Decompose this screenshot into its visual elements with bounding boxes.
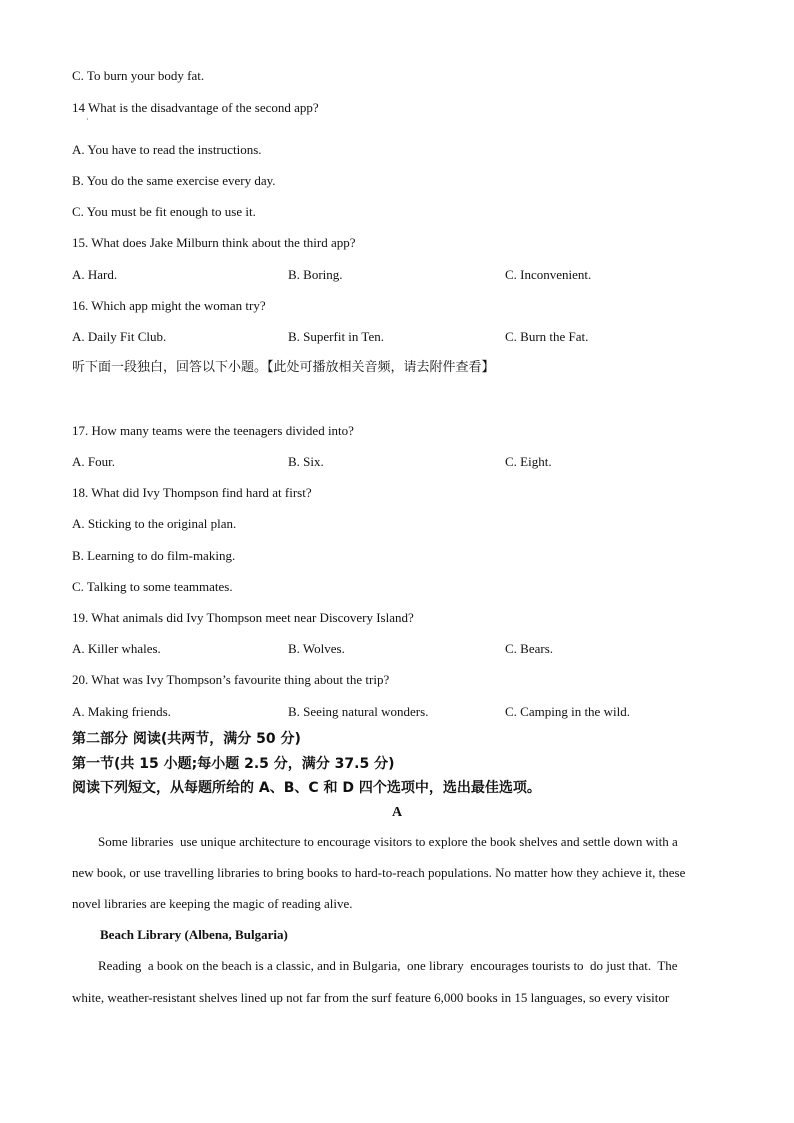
passage-p1-line2: new book, or use travelling libraries to bring books to hard-to-reach populations. No matter how they achieve it, these <box>72 865 686 880</box>
q20-option-b: B. Seeing natural wonders. <box>288 704 429 719</box>
passage-p2-line1: Reading a book on the beach is a classic, and in Bulgaria, one library encourages tourists to do just that. The <box>72 958 678 973</box>
q18-question: 18. What did Ivy Thompson find hard at first? <box>72 485 312 500</box>
q14-option-b: B. You do the same exercise every day. <box>72 173 276 188</box>
passage-p2-line2: white, weather-resistant shelves lined up not far from the surf feature 6,000 books in 15 languages, so every visitor <box>72 990 670 1005</box>
q15-option-c: C. Inconvenient. <box>505 267 592 282</box>
section1-title: 第一节(共 15 小题;每小题 2.5 分，满分 37.5 分) <box>72 756 395 772</box>
q17-option-a: A. Four. <box>72 454 115 469</box>
q18-option-a: A. Sticking to the original plan. <box>72 516 237 531</box>
q15-option-a: A. Hard. <box>72 267 118 282</box>
passage-p1-line1: Some libraries use unique architecture to encourage visitors to explore the book shelves and settle down with a <box>72 834 678 849</box>
q20-option-c: C. Camping in the wild. <box>505 704 630 719</box>
q20-question: 20. What was Ivy Thompson’s favourite thing about the trip? <box>72 672 390 687</box>
q15-question: 15. What does Jake Milburn think about the third app? <box>72 235 356 250</box>
passage-subheading: Beach Library (Albena, Bulgaria) <box>100 927 288 942</box>
q19-option-c: C. Bears. <box>505 641 554 656</box>
q16-option-a: A. Daily Fit Club. <box>72 329 167 344</box>
q14-question: 14 What is the disadvantage of the second app? <box>72 100 319 115</box>
q19-option-b: B. Wolves. <box>288 641 345 656</box>
listening-instruction: 听下面一段独白，回答以下小题。【此处可播放相关音频，请去附件查看】 <box>72 360 495 375</box>
q18-option-b: B. Learning to do film-making. <box>72 548 236 563</box>
q17-question: 17. How many teams were the teenagers divided into? <box>72 423 354 438</box>
q14-mark: · <box>86 115 89 124</box>
q17-option-b: B. Six. <box>288 454 324 469</box>
q19-question: 19. What animals did Ivy Thompson meet near Discovery Island? <box>72 610 414 625</box>
q14-option-a: A. You have to read the instructions. <box>72 142 262 157</box>
part2-title: 第二部分 阅读(共两节，满分 50 分) <box>72 731 301 747</box>
passage-p1-line3: novel libraries are keeping the magic of reading alive. <box>72 896 353 911</box>
q14-option-c: C. You must be fit enough to use it. <box>72 204 256 219</box>
passage-letter: A <box>391 805 403 820</box>
reading-instruction: 阅读下列短文，从每题所给的 A、B、C 和 D 四个选项中，选出最佳选项。 <box>72 780 541 796</box>
q16-option-c: C. Burn the Fat. <box>505 329 589 344</box>
q19-option-a: A. Killer whales. <box>72 641 161 656</box>
q15-option-b: B. Boring. <box>288 267 343 282</box>
q18-option-c: C. Talking to some teammates. <box>72 579 233 594</box>
q16-question: 16. Which app might the woman try? <box>72 298 266 313</box>
q13-option-c: C. To burn your body fat. <box>72 68 205 83</box>
q16-option-b: B. Superfit in Ten. <box>288 329 384 344</box>
q20-option-a: A. Making friends. <box>72 704 171 719</box>
q17-option-c: C. Eight. <box>505 454 552 469</box>
